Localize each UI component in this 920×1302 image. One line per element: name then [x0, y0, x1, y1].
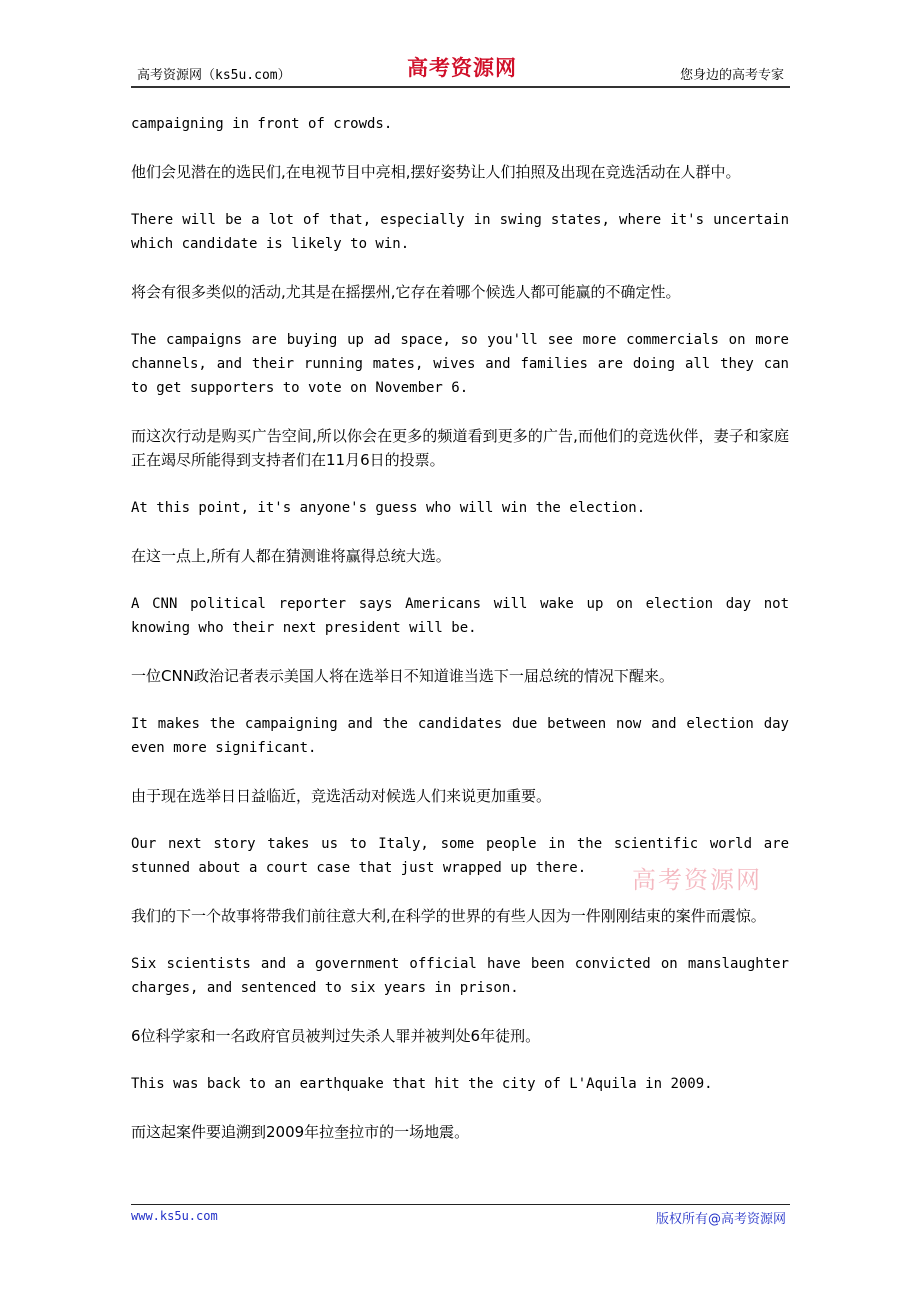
- paragraph-zh: 而这起案件要追溯到2009年拉奎拉市的一场地震。: [131, 1123, 470, 1141]
- paragraph-zh: 6位科学家和一名政府官员被判过失杀人罪并被判处6年徒刑。: [131, 1027, 541, 1045]
- paragraph-zh: 在这一点上,所有人都在猜测谁将赢得总统大选。: [131, 547, 451, 565]
- paragraph-en: Six scientists and a government official have been convicted on manslaughter charges, and sentenced to six years in prison.: [131, 956, 789, 996]
- paragraph-en: It makes the campaigning and the candidates due between now and election day even more significant.: [131, 716, 789, 756]
- header-site-name: 高考资源网（ks5u.com）: [137, 68, 291, 83]
- header-slogan: 您身边的高考专家: [679, 68, 784, 83]
- footer-link[interactable]: www.ks5u.com: [131, 1209, 218, 1223]
- paragraph-en: There will be a lot of that, especially in swing states, where it's uncertain which candidate is likely to win.: [131, 212, 789, 252]
- paragraph-zh: 我们的下一个故事将带我们前往意大利,在科学的世界的有些人因为一件刚刚结束的案件而震惊。: [131, 907, 766, 925]
- paragraph-zh: 一位CNN政治记者表示美国人将在选举日不知道谁当选下一届总统的情况下醒来。: [131, 667, 674, 685]
- document-body: [131, 112, 789, 1168]
- footer-copyright: 版权所有@高考资源网: [655, 1212, 786, 1227]
- page-footer: [131, 1204, 790, 1227]
- page-header: [131, 52, 790, 88]
- header-logo: 高考资源网: [407, 55, 517, 80]
- paragraph-en: At this point, it's anyone's guess who will win the election.: [131, 500, 646, 516]
- paragraph-en: Our next story takes us to Italy, some people in the scientific world are stunned about a court case that just wrapped up there.: [131, 836, 789, 876]
- paragraph-en: A CNN political reporter says Americans will wake up on election day not knowing who their next president will be.: [131, 596, 789, 636]
- watermark: 高考资源网: [632, 866, 762, 894]
- paragraph-zh: 而这次行动是购买广告空间,所以你会在更多的频道看到更多的广告,而他们的竞选伙伴，妻子和家庭正在竭尽所能得到支持者们在11月6日的投票。: [131, 427, 789, 469]
- paragraph-en: campaigning in front of crowds.: [131, 116, 393, 132]
- paragraph-en: This was back to an earthquake that hit the city of L'Aquila in 2009.: [131, 1076, 713, 1092]
- paragraph-en: The campaigns are buying up ad space, so you'll see more commercials on more channels, and their running mates, wives and families are doing all they can to get supporters to vote on November 6.: [131, 332, 789, 396]
- paragraph-zh: 由于现在选举日日益临近，竞选活动对候选人们来说更加重要。: [131, 787, 552, 805]
- paragraph-zh: 将会有很多类似的活动,尤其是在摇摆州,它存在着哪个候选人都可能赢的不确定性。: [131, 283, 681, 301]
- paragraph-zh: 他们会见潜在的选民们,在电视节目中亮相,摆好姿势让人们拍照及出现在竞选活动在人群中。: [131, 163, 741, 181]
